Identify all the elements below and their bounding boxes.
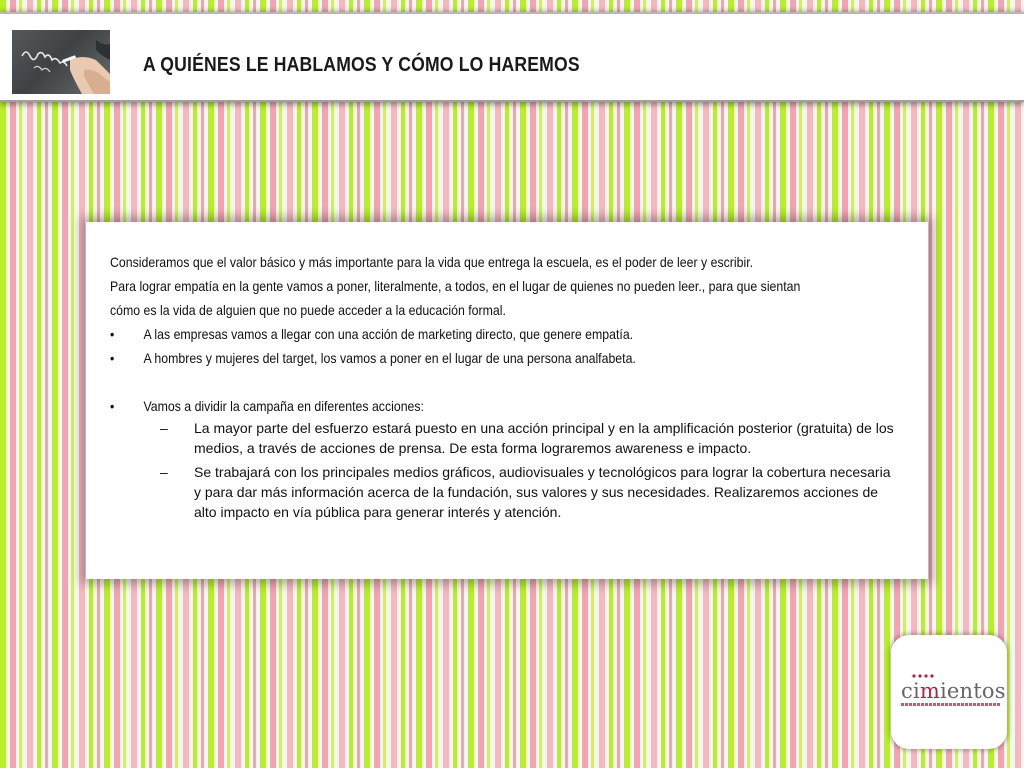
bullet-mark: • [110, 398, 115, 414]
content-body [110, 250, 910, 526]
chalkboard-writing-photo [12, 30, 110, 94]
bullet-text: A hombres y mujeres del target, los vamos a poner en el lugar de una persona analfabeta. [143, 350, 636, 366]
sub-bullet-text: La mayor parte del esfuerzo estará puesto en una acción principal y en la amplificación posterior (gratuita) de los medios, a través de acciones de prensa. De esta forma lograremos awareness e impacto. [194, 420, 894, 456]
cimientos-logo [891, 635, 1007, 749]
bullet-item [110, 322, 814, 346]
sub-bullet-item [110, 462, 910, 522]
empathy-paragraph-line-2: cómo es la vida de alguien que no puede acceder a la educación formal. [110, 302, 506, 318]
sub-bullet-item [110, 418, 910, 458]
empathy-paragraph-line-1: Para lograr empatía en la gente vamos a poner, literalmente, a todos, en el lugar de quienes no pueden leer., para que sientan [110, 278, 801, 294]
intro-paragraph: Consideramos que el valor básico y más importante para la vida que entrega la escuela, es el poder de leer y escribir. [110, 254, 754, 270]
bullet-text: A las empresas vamos a llegar con una acción de marketing directo, que genere empatía. [143, 326, 634, 342]
bullet-mark: • [110, 350, 115, 366]
page-title: A QUIÉNES LE HABLAMOS Y CÓMO LO HAREMOS [143, 54, 580, 76]
dash-mark: – [160, 464, 168, 480]
spacer [110, 370, 910, 394]
logo-tagline-mark [901, 703, 1001, 706]
bullet-text: Vamos a dividir la campaña en diferentes acciones: [143, 398, 424, 414]
slide-header [0, 12, 1024, 102]
dash-mark: – [160, 420, 168, 436]
sub-bullet-group [110, 418, 910, 522]
content-panel [86, 222, 928, 579]
logo-wordmark: cimientos [901, 679, 1006, 703]
bullet-item [110, 346, 814, 370]
bullet-item [110, 394, 814, 418]
sub-bullet-text: Se trabajará con los principales medios gráficos, audiovisuales y tecnológicos para lograr la cobertura necesaria y para dar más información acerca de la fundación, sus valores y sus necesidades. Realizaremos acciones de alto impacto en vía pública para generar interés y atención. [194, 464, 891, 520]
bullet-mark: • [110, 326, 115, 342]
